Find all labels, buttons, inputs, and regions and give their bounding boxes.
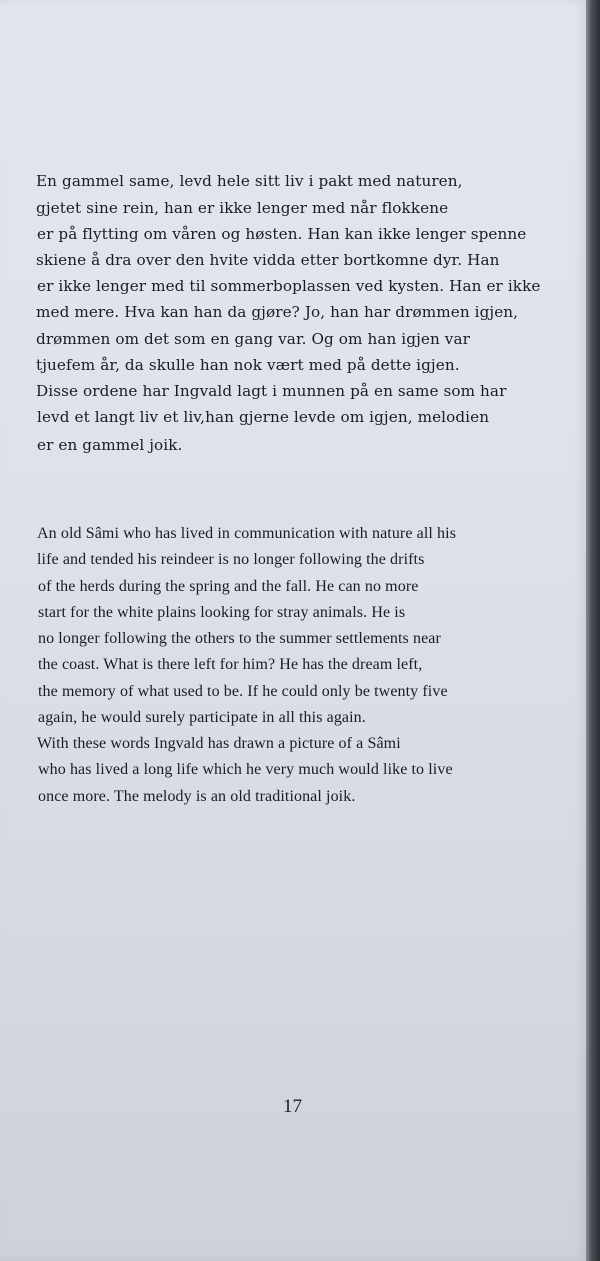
english-line: again, he would surely participate in all this again.: [38, 709, 366, 726]
english-line: who has lived a long life which he very much would like to live: [38, 761, 453, 778]
english-line: no longer following the others to the summer settlements near: [38, 630, 441, 647]
norwegian-line: tjuefem år, da skulle han nok vært med på dette igjen.: [36, 356, 460, 374]
norwegian-line: er ikke lenger med til sommerboplassen ved kysten. Han er ikke: [37, 277, 541, 295]
norwegian-line: levd et langt liv et liv,han gjerne levde om igjen, melodien: [37, 408, 490, 426]
english-line: the memory of what used to be. If he could only be twenty five: [38, 683, 448, 700]
english-line: start for the white plains looking for stray animals. He is: [38, 604, 406, 621]
page-edge-shadow: [586, 0, 600, 1261]
norwegian-line: En gammel same, levd hele sitt liv i pakt med naturen,: [36, 172, 463, 190]
norwegian-line: med mere. Hva kan han da gjøre? Jo, han har drømmen igjen,: [36, 303, 519, 321]
norwegian-line: skiene å dra over den hvite vidda etter bortkomne dyr. Han: [36, 251, 500, 269]
english-line: life and tended his reindeer is no longer following the drifts: [37, 551, 425, 568]
english-line: With these words Ingvald has drawn a picture of a Sâmi: [37, 735, 401, 752]
norwegian-line: er en gammel joik.: [37, 436, 183, 454]
english-line: the coast. What is there left for him? He has the dream left,: [38, 656, 423, 673]
english-line: An old Sâmi who has lived in communication with nature all his: [37, 525, 457, 542]
english-line: of the herds during the spring and the fall. He can no more: [38, 578, 419, 595]
norwegian-line: Disse ordene har Ingvald lagt i munnen på en same som har: [36, 382, 507, 400]
norwegian-line: drømmen om det som en gang var. Og om han igjen var: [36, 330, 470, 348]
norwegian-line: gjetet sine rein, han er ikke lenger med når flokkene: [36, 199, 449, 217]
english-line: once more. The melody is an old traditional joik.: [38, 788, 356, 805]
norwegian-line: er på flytting om våren og høsten. Han kan ikke lenger spenne: [37, 225, 527, 243]
page-number: 17: [283, 1096, 302, 1117]
